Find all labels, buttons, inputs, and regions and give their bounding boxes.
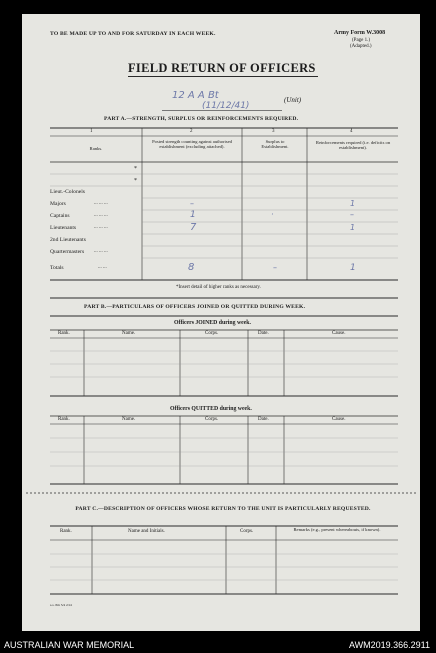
quitted-title: Officers QUITTED during week.: [170, 406, 252, 412]
part-c-col-name: Name and Initials.: [128, 529, 165, 534]
form-title: FIELD RETURN OF OFFICERS: [128, 61, 316, 75]
majors-dots: ... ... ...: [94, 201, 108, 206]
form-page: [22, 14, 420, 631]
footnote: *Insert detail of higher ranks as necessary.: [176, 285, 261, 290]
totals-dots: ... ...: [98, 265, 107, 270]
quartermasters-dots: ... ... ...: [94, 249, 108, 254]
quitted-col-cause: Cause.: [332, 417, 346, 422]
joined-col-name: Name.: [122, 331, 136, 336]
quitted-col-name: Name.: [122, 417, 136, 422]
col-header-ranks: Ranks.: [89, 146, 103, 151]
col-number-4: 4: [350, 129, 353, 134]
captains-posted-value: 1: [190, 210, 196, 220]
asterisk-2: *: [134, 178, 137, 184]
date-handwriting: (11/12/41): [202, 101, 250, 111]
joined-col-date: Date.: [258, 331, 269, 336]
majors-posted-value: –: [190, 199, 194, 208]
totals-label: Totals: [50, 265, 64, 271]
quitted-col-rank: Rank.: [58, 417, 70, 422]
part-c-col-corps: Corps.: [240, 529, 254, 534]
rank-captains: Captains: [50, 213, 70, 219]
joined-col-cause: Cause.: [332, 331, 346, 336]
form-adapted-label: (Adapted.): [350, 44, 372, 49]
lieutenants-dots: ... ... ...: [94, 225, 108, 230]
quitted-col-date: Date.: [258, 417, 269, 422]
totals-reinf-value: 1: [350, 263, 356, 273]
form-page-label: (Page 1.): [352, 38, 371, 43]
unit-label: (Unit): [284, 96, 302, 104]
print-code: s.s. 8m 5/4 2/41: [50, 603, 73, 607]
captains-reinf-value: –: [350, 210, 354, 219]
col-header-posted: Posted strength counting against authorised establishment (excluding attached).: [152, 139, 232, 149]
part-b-title: PART B.—PARTICULARS OF OFFICERS JOINED OR QUITTED DURING WEEK.: [84, 304, 306, 310]
rank-lieutenants: Lieutenants: [50, 225, 77, 231]
part-c-title: PART C.—DESCRIPTION OF OFFICERS WHOSE RETURN TO THE UNIT IS PARTICULARLY REQUESTED.: [75, 506, 371, 512]
unit-handwriting: 12 A A Bt: [172, 90, 219, 101]
col-header-reinforcements: Reinforcements required (i.e. deficits on establishment).: [315, 140, 391, 150]
joined-title: Officers JOINED during week.: [174, 320, 251, 326]
lieutenants-reinf-value: 1: [350, 223, 356, 232]
col-number-3: 3: [272, 129, 275, 134]
rank-quartermasters: Quartermasters: [50, 249, 85, 255]
totals-surplus-value: –: [273, 263, 277, 272]
lieutenants-posted-value: 7: [190, 222, 197, 233]
asterisk-1: *: [134, 166, 137, 172]
col-number-2: 2: [190, 129, 193, 134]
footer-bar: [0, 638, 436, 653]
col-header-surplus: Surplus to Establishment.: [261, 139, 289, 149]
joined-col-corps: Corps.: [205, 331, 219, 336]
part-c-col-rank: Rank.: [60, 529, 72, 534]
majors-reinf-value: 1: [350, 199, 356, 208]
rank-lieut-colonels: Lieut.-Colonels: [50, 189, 85, 195]
rank-majors: Majors: [50, 201, 66, 207]
totals-posted-value: 8: [188, 262, 195, 273]
form-number: Army Form W.3008: [334, 30, 386, 36]
instruction-text: TO BE MADE UP TO AND FOR SATURDAY IN EACH WEEK.: [50, 31, 216, 37]
captains-surplus-value: ·: [271, 210, 274, 219]
footer-accession-number: AWM2019.366.2911: [348, 640, 430, 650]
captains-dots: ... ... ...: [94, 213, 108, 218]
joined-col-rank: Rank.: [58, 331, 70, 336]
rank-2nd-lieutenants: 2nd Lieutenants: [50, 237, 86, 243]
col-number-1: 1: [90, 129, 93, 134]
part-c-col-remarks: Remarks (e.g., present whereabouts, if known).: [293, 527, 381, 532]
footer-institution: AUSTRALIAN WAR MEMORIAL: [4, 640, 135, 650]
part-a-title: PART A.—STRENGTH, SURPLUS OR REINFORCEMENTS REQUIRED.: [104, 116, 299, 122]
quitted-col-corps: Corps.: [205, 417, 219, 422]
